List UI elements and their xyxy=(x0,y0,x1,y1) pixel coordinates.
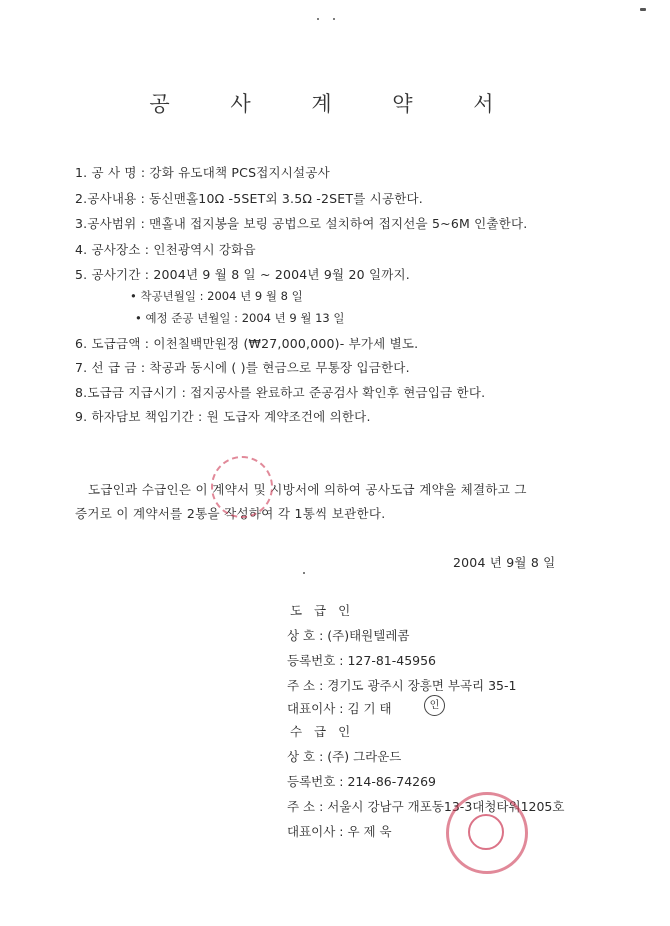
item-work-location: 4. 공사장소 : 인천광역시 강화읍 xyxy=(75,242,256,257)
contractor-registration: 등록번호 : 127-81-45956 xyxy=(287,653,437,668)
contract-date: 2004 년 9월 8 일 xyxy=(453,555,556,570)
scan-speck xyxy=(317,18,319,20)
subcontractor-ceo: 대표이사 : 우 제 욱 xyxy=(287,824,392,839)
agreement-line-1: 도급인과 수급인은 이 계약서 및 시방서에 의하여 공사도급 계약을 체결하고 그 xyxy=(88,482,527,497)
document-title: 공 사 계 약 서 xyxy=(149,92,521,116)
item-work-content: 2.공사내용 : 동신맨홀10Ω -5SET외 3.5Ω -2SET를 시공한다. xyxy=(75,191,423,206)
subcontractor-heading: 수 급 인 xyxy=(290,724,355,739)
contractor-company: 상 호 : (주)태원텔레콤 xyxy=(287,628,410,643)
item-contract-amount: 6. 도급금액 : 이천칠백만원정 (₩27,000,000)- 부가세 별도. xyxy=(75,336,419,351)
item-work-period: 5. 공사기간 : 2004년 9 월 8 일 ~ 2004년 9월 20 일까지. xyxy=(75,267,410,282)
contractor-ceo: 대표이사 : 김 기 태 xyxy=(287,701,392,716)
seal-mark-icon xyxy=(424,695,445,716)
scan-speck xyxy=(303,572,305,574)
item-advance-payment: 7. 선 급 금 : 착공과 동시에 ( )를 현금으로 무통장 입금한다. xyxy=(75,360,410,375)
item-work-scope: 3.공사범위 : 맨홀내 접지봉을 보링 공법으로 설치하여 접지선을 5~6M 인출한다. xyxy=(75,216,528,231)
item-payment-timing: 8.도급금 지급시기 : 접지공사를 완료하고 준공검사 확인후 현금입금 한다. xyxy=(75,385,486,400)
subcontractor-company: 상 호 : (주) 그라운드 xyxy=(287,749,402,764)
item-project-name: 1. 공 사 명 : 강화 유도대책 PCS접지시설공사 xyxy=(75,165,330,180)
company-stamp-icon xyxy=(211,456,273,518)
contractor-address: 주 소 : 경기도 광주시 장흥면 부곡리 35-1 xyxy=(287,678,517,693)
seal-mark-text: 인 xyxy=(429,700,440,711)
contractor-heading: 도 급 인 xyxy=(290,603,355,618)
item-completion-date: • 예정 준공 년월일 : 2004 년 9 월 13 일 xyxy=(135,311,345,325)
scan-speck xyxy=(333,18,335,20)
agreement-line-2: 증거로 이 계약서를 2통을 작성하여 각 1통씩 보관한다. xyxy=(75,506,386,521)
subcontractor-registration: 등록번호 : 214-86-74269 xyxy=(287,774,437,789)
item-warranty-period: 9. 하자담보 책임기간 : 원 도급자 계약조건에 의한다. xyxy=(75,409,371,424)
item-start-date: • 착공년월일 : 2004 년 9 월 8 일 xyxy=(130,289,303,303)
scan-speck xyxy=(640,8,646,11)
company-stamp-icon xyxy=(468,814,504,850)
subcontractor-address: 주 소 : 서울시 강남구 개포동13-3대청타워1205호 xyxy=(287,799,565,814)
